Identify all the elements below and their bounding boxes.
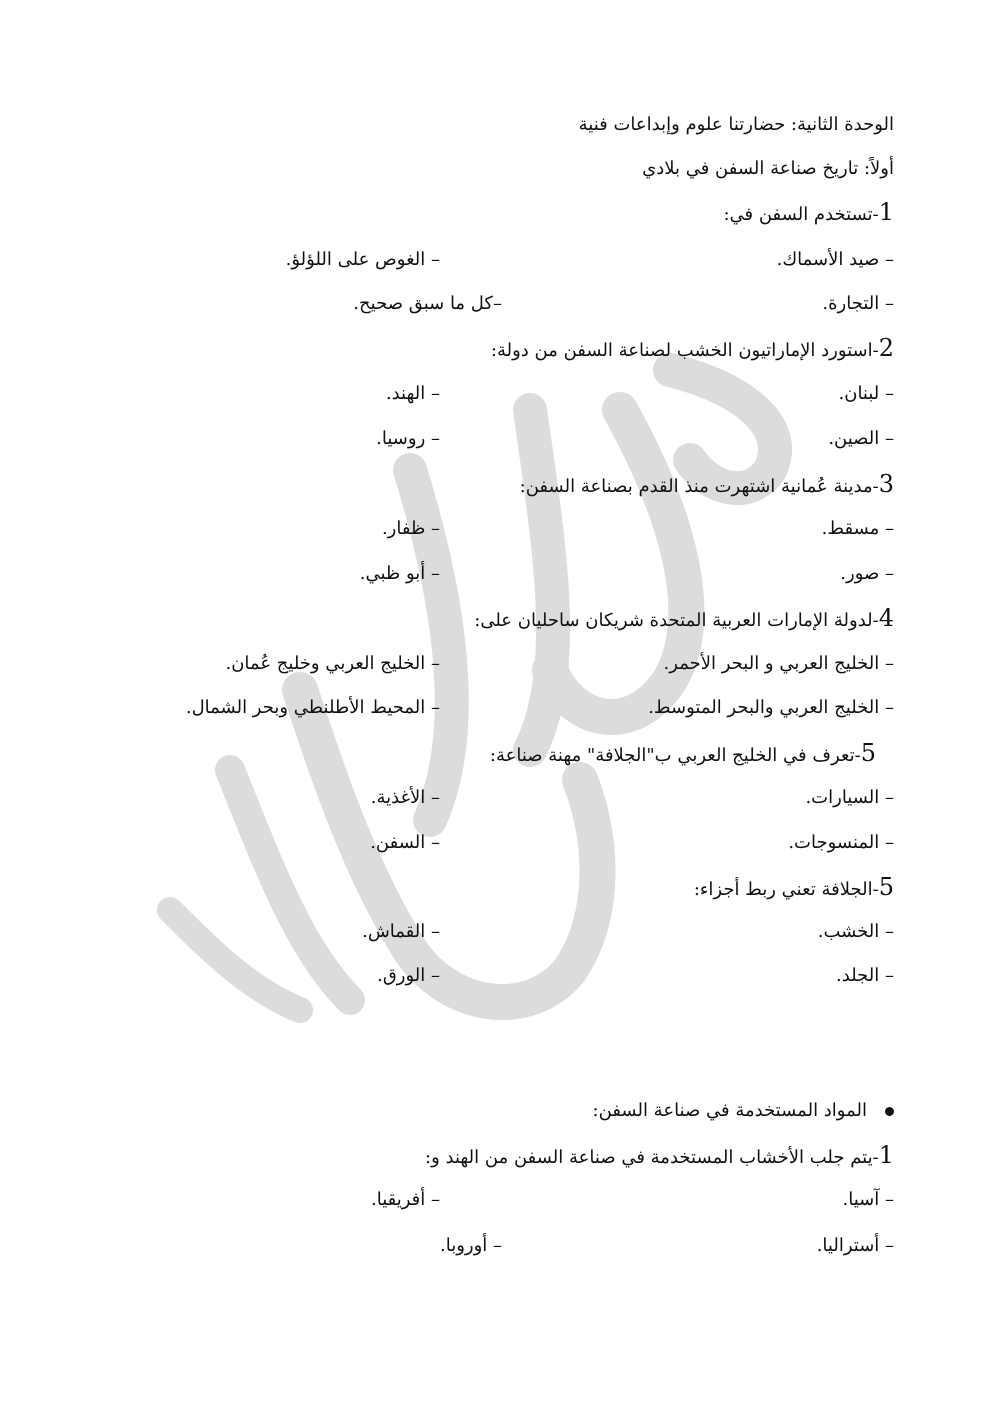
question-number: 2 <box>878 334 894 362</box>
question-text: -يتم جلب الأخشاب المستخدمة في صناعة السفن من الهند و: <box>425 1147 879 1168</box>
question-text: -تعرف في الخليج العربي ب"الجلافة" مهنة صناعة: <box>489 745 861 766</box>
option: – التجارة. <box>822 293 894 314</box>
option: – الورق. <box>377 965 440 986</box>
option: – الجلد. <box>836 965 894 986</box>
question-6 <box>60 873 894 904</box>
question-text: -الجلافة تعني ربط أجزاء: <box>693 879 879 900</box>
option: – أوروبا. <box>439 1235 502 1256</box>
option: – الخليج العربي وخليج عُمان. <box>225 653 440 674</box>
option: – الغوص على اللؤلؤ. <box>285 249 440 270</box>
option: – الخليج العربي و البحر الأحمر. <box>663 653 894 674</box>
question-1 <box>60 198 894 229</box>
question-text: -مدينة عُمانية اشتهرت منذ القدم بصناعة السفن: <box>519 476 879 497</box>
question-text: -تستخدم السفن في: <box>723 204 879 225</box>
option: – المنسوجات. <box>788 832 894 853</box>
option: – الصين. <box>828 428 894 449</box>
option: – الهند. <box>385 383 440 404</box>
question-number: 1 <box>878 1141 894 1169</box>
option: – الخشب. <box>817 921 894 942</box>
section-title: أولاً: تاريخ صناعة السفن في بلادي <box>642 158 894 179</box>
option: – صيد الأسماك. <box>776 249 894 270</box>
question-number: 5 <box>860 739 876 767</box>
question-number: 4 <box>878 604 894 632</box>
option: – السيارات. <box>805 787 894 808</box>
option: – ظفار. <box>381 518 440 539</box>
question-text: -استورد الإماراتيون الخشب لصناعة السفن من دولة: <box>490 340 879 361</box>
option: – القماش. <box>362 921 440 942</box>
materials-heading <box>60 1097 894 1125</box>
option: – الأغذية. <box>370 787 440 808</box>
question-4 <box>60 604 894 635</box>
option: – أفريقيا. <box>370 1189 440 1210</box>
question-number: 3 <box>878 470 894 498</box>
question-5 <box>60 739 876 770</box>
unit-title: الوحدة الثانية: حضارتنا علوم وإبداعات فنية <box>578 114 894 135</box>
option: – صور. <box>840 563 894 584</box>
option: – أستراليا. <box>816 1235 894 1256</box>
option: – مسقط. <box>821 518 894 539</box>
option: – أبو ظبي. <box>359 563 440 584</box>
option: –كل ما سبق صحيح. <box>353 293 502 314</box>
question-number: 1 <box>878 198 894 226</box>
option: – المحيط الأطلنطي وبحر الشمال. <box>185 697 440 718</box>
materials-question-1 <box>60 1141 894 1172</box>
question-2 <box>60 334 894 365</box>
question-text: -لدولة الإمارات العربية المتحدة شريكان ساحليان على: <box>474 610 879 631</box>
option: – لبنان. <box>838 383 894 404</box>
question-3 <box>60 470 894 501</box>
materials-heading-text: المواد المستخدمة في صناعة السفن: <box>592 1100 867 1121</box>
option: – السفن. <box>370 832 440 853</box>
option: – آسيا. <box>842 1189 894 1210</box>
option: – روسيا. <box>376 428 440 449</box>
question-number: 5 <box>878 873 894 901</box>
bullet-icon <box>885 1107 894 1116</box>
option: – الخليج العربي والبحر المتوسط. <box>648 697 894 718</box>
